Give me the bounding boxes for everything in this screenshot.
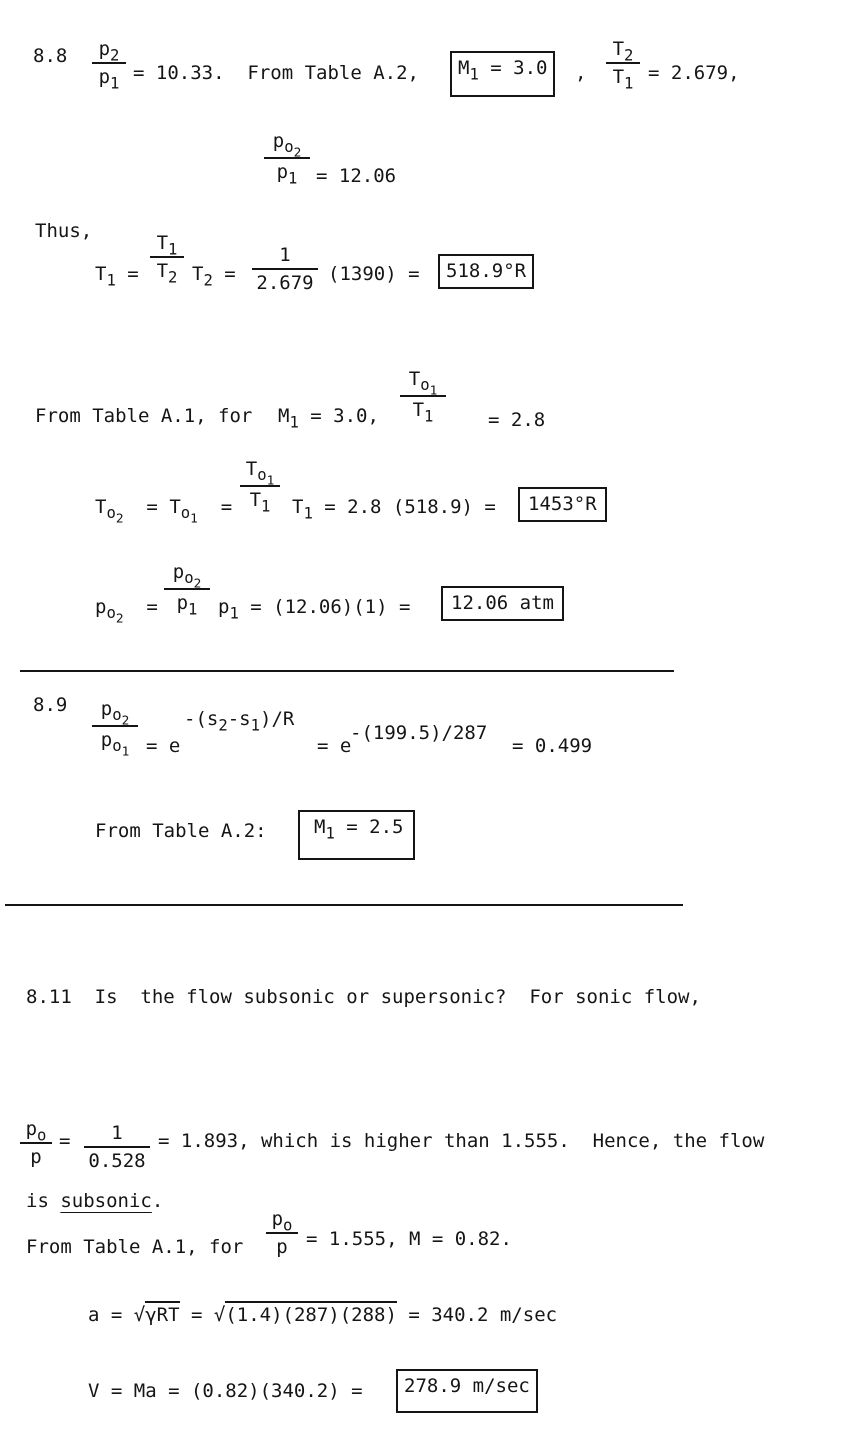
- problem-8-11-question: 8.11 Is the flow subsonic or supersonic? For sonic flow,: [26, 986, 701, 1008]
- fraction-po-over-p: $p_o$ p: [266, 1210, 298, 1257]
- from-table-a2-label: From Table A.2:: [95, 820, 267, 842]
- equation-text: $T_1 = 2.8$ (518.9) =: [292, 496, 496, 523]
- equals-sign: =: [59, 1130, 71, 1152]
- text-line: = 1.893, which is higher than 1.555. Hence, the flow: [158, 1130, 765, 1152]
- t1-lhs: $T_1$ =: [95, 263, 139, 290]
- equation-text: = e: [317, 735, 352, 757]
- comma: ,: [575, 62, 587, 84]
- answer-box-po2: 12.06 atm: [441, 586, 564, 621]
- answer-box-t1: 518.9°R: [438, 254, 534, 289]
- equation-text: (1390) =: [328, 263, 420, 285]
- t2-symbol: $T_2$ =: [192, 263, 236, 290]
- speed-of-sound-equation: a = √γRT = √(1.4)(287)(288) = 340.2 m/sec: [88, 1306, 557, 1325]
- answer-box-velocity: 278.9 m/sec: [396, 1369, 538, 1413]
- fraction-p2-over-p1: $p_2$ $p_1$: [92, 40, 126, 87]
- thus-label: Thus,: [35, 220, 93, 242]
- divider-line: [20, 670, 674, 672]
- fraction-t1-over-t2: $T_1$ $T_2$: [150, 234, 184, 281]
- equation-text: = 0.499: [512, 735, 593, 757]
- equation-text: $p_1 = (12.06)(1)$ =: [218, 596, 411, 623]
- equation-text: = 2.8: [488, 409, 546, 431]
- equation-text: = 2.679,: [648, 62, 740, 84]
- fraction-po2-over-p1: $p_{o_2}$ $p_1$: [164, 563, 210, 613]
- po2-line: $p_{o_2}$ =: [95, 596, 158, 627]
- exponent-value: -(199.5)/287: [350, 722, 488, 744]
- velocity-equation: V = Ma = (0.82)(340.2) =: [88, 1380, 363, 1402]
- fraction-po2-over-p1: $p_{o_2}$ $p_1$: [264, 132, 310, 182]
- fraction-1-over-0528: 1 0.528: [84, 1124, 150, 1171]
- problem-number-8-8: 8.8: [33, 45, 68, 67]
- to2-line: $T_{o_2} = T_{o_1}$ =: [95, 496, 233, 527]
- from-table-a1-label: From Table A.1, for: [35, 405, 253, 427]
- answer-box-m1: $M_1 = 2.5$: [298, 810, 415, 860]
- equation-text: = 10.33. From Table A.2,: [133, 62, 419, 84]
- fraction-po-over-p: $p_o$ p: [20, 1120, 52, 1167]
- fraction-1-over-2679: 1 2.679: [252, 246, 318, 293]
- answer-box-to2: 1453°R: [518, 487, 607, 522]
- problem-number-8-9: 8.9: [33, 694, 68, 716]
- exponent-entropy: $-(s_2-s_1)/R$: [184, 708, 295, 735]
- fraction-t2-over-t1: $T_2$ $T_1$: [606, 40, 640, 87]
- equation-text: = 12.06: [316, 165, 397, 187]
- subsonic-underlined: subsonic: [60, 1190, 152, 1212]
- from-table-a1-label: From Table A.1, for: [26, 1236, 244, 1258]
- m1-value: $M_1 = 3.0$,: [278, 405, 379, 432]
- text-line: = 1.555, M = 0.82.: [306, 1228, 512, 1250]
- equation-text: = e: [146, 735, 181, 757]
- fraction-to1-over-t1: $T_{o_1}$ $T_1$: [240, 460, 280, 510]
- text-line: is subsonic.: [26, 1190, 164, 1212]
- fraction-to1-over-t1: $T_{o_1}$ $T_1$: [400, 370, 446, 420]
- divider-line: [5, 904, 683, 906]
- answer-box-m1: $M_1 = 3.0$: [450, 51, 555, 97]
- fraction-po2-over-po1: $p_{o_2}$ $p_{o_1}$: [92, 700, 138, 753]
